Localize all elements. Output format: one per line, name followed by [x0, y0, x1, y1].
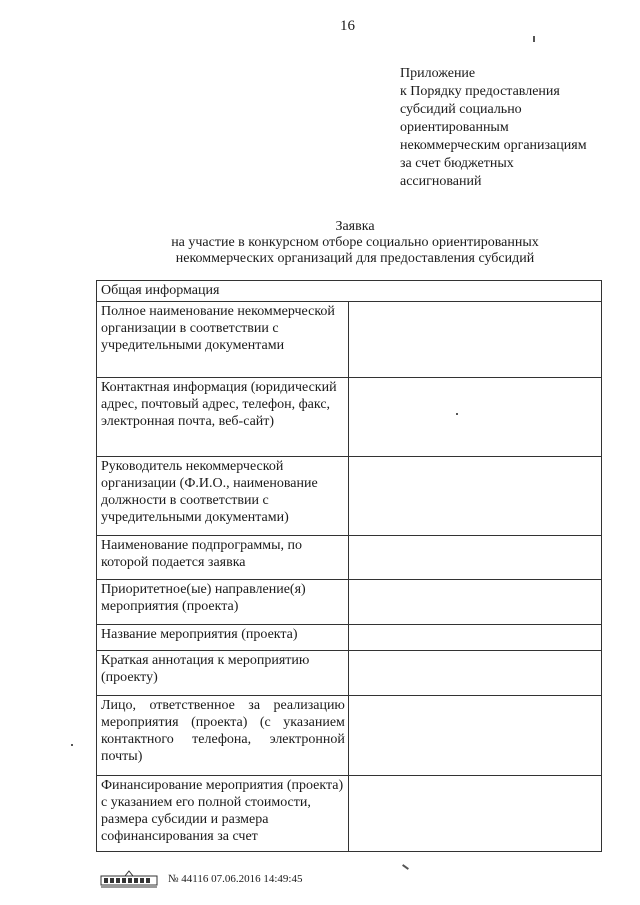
scan-mark: [533, 36, 535, 42]
page-footer: [100, 870, 302, 888]
application-heading: [80, 219, 630, 267]
document-registration-stamp-icon: [100, 870, 158, 888]
appendix-block: [400, 65, 630, 191]
scan-mark: [402, 864, 409, 870]
row-label: Руководитель некоммерческой организации (Ф.И.О., наименование должности в соответствии с учредительными документами): [97, 457, 349, 536]
row-value-field[interactable]: [348, 536, 601, 580]
row-value-field[interactable]: [348, 651, 601, 696]
row-value-field[interactable]: [348, 378, 601, 457]
table-row: [97, 302, 602, 378]
table-row: [97, 457, 602, 536]
table-section-header-row: [97, 281, 602, 302]
scan-mark: [456, 413, 458, 415]
appendix-line: к Порядку предоставления: [400, 84, 560, 99]
row-value-field[interactable]: [348, 776, 601, 852]
heading-line: на участие в конкурсном отборе социально ориентированных: [171, 235, 539, 250]
row-value-field[interactable]: [348, 625, 601, 651]
row-label: Наименование подпрограммы, по которой подается заявка: [97, 536, 349, 580]
row-value-field[interactable]: [348, 457, 601, 536]
table-row: [97, 696, 602, 776]
table-row: [97, 651, 602, 696]
appendix-line: ориентированным: [400, 120, 509, 135]
heading-title: Заявка: [335, 219, 375, 234]
row-value-field[interactable]: [348, 696, 601, 776]
appendix-line: некоммерческим организациям: [400, 138, 587, 153]
application-form-table: [96, 280, 602, 852]
heading-line: некоммерческих организаций для предоставления субсидий: [175, 251, 535, 266]
table-row: [97, 378, 602, 457]
table-row: [97, 625, 602, 651]
row-label: Контактная информация (юридический адрес, почтовый адрес, телефон, факс, электронная почта, веб-сайт): [97, 378, 349, 457]
row-label: Полное наименование некоммерческой организации в соответствии с учредительными документами: [97, 302, 349, 378]
table-row: [97, 536, 602, 580]
row-label: Название мероприятия (проекта): [97, 625, 349, 651]
appendix-line: субсидий социально: [400, 102, 522, 117]
row-label: Финансирование мероприятия (проекта) с указанием его полной стоимости, размера субсидии и размера софинансирования за счет: [97, 776, 349, 852]
appendix-line: ассигнований: [400, 174, 482, 189]
scan-mark: [71, 744, 73, 746]
table-row: [97, 580, 602, 625]
row-label: Лицо, ответственное за реализацию мероприятия (проекта) (с указанием контактного телефона, электронной почты): [97, 696, 349, 776]
row-value-field[interactable]: [348, 302, 601, 378]
appendix-line: за счет бюджетных: [400, 156, 514, 171]
page-number: 16: [340, 18, 355, 34]
row-value-field[interactable]: [348, 580, 601, 625]
section-header: Общая информация: [97, 281, 602, 302]
row-label: Краткая аннотация к мероприятию (проекту): [97, 651, 349, 696]
document-registration-number: № 44116 07.06.2016 14:49:45: [168, 873, 303, 885]
row-label: Приоритетное(ые) направление(я) мероприятия (проекта): [97, 580, 349, 625]
appendix-line: Приложение: [400, 66, 476, 81]
table-row: [97, 776, 602, 852]
